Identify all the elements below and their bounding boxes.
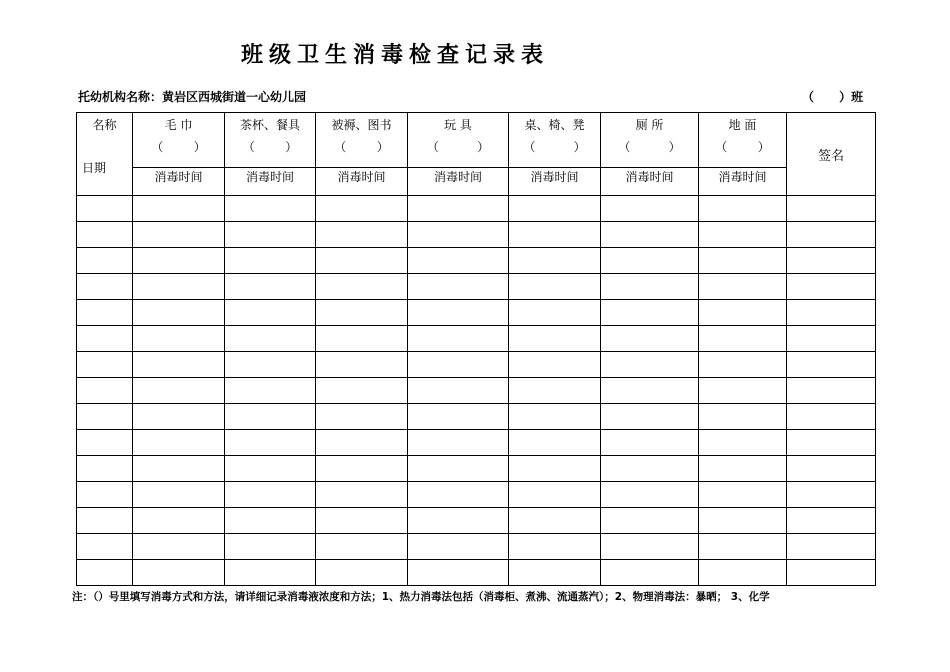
time-cell[interactable] [225, 352, 316, 378]
date-cell[interactable] [77, 404, 133, 430]
time-cell[interactable] [509, 222, 601, 248]
table-row [77, 352, 876, 378]
time-cell[interactable] [509, 482, 601, 508]
table-row [77, 430, 876, 456]
table-row [77, 482, 876, 508]
time-cell[interactable] [133, 248, 225, 274]
page-title: 班级卫生消毒检查记录表 [240, 43, 549, 68]
time-cell[interactable] [601, 404, 699, 430]
time-cell[interactable] [316, 534, 408, 560]
org-name: 托幼机构名称：黄岩区西城街道一心幼儿园 [78, 90, 307, 104]
time-cell[interactable] [225, 248, 316, 274]
signature-cell[interactable] [787, 248, 876, 274]
time-cell[interactable] [316, 248, 408, 274]
time-cell[interactable] [601, 456, 699, 482]
time-cell[interactable] [699, 456, 787, 482]
category-header-floor [699, 113, 787, 168]
time-cell[interactable] [225, 196, 316, 222]
signature-cell[interactable] [787, 300, 876, 326]
category-method-blank: （ ） [334, 140, 389, 154]
date-cell[interactable] [77, 248, 133, 274]
time-cell[interactable] [316, 430, 408, 456]
time-cell[interactable] [316, 300, 408, 326]
time-cell[interactable] [133, 508, 225, 534]
time-cell[interactable] [133, 560, 225, 586]
signature-cell[interactable] [787, 274, 876, 300]
time-cell[interactable] [133, 378, 225, 404]
time-cell[interactable] [509, 326, 601, 352]
subheader-time: 消毒时间 [699, 168, 787, 196]
signature-cell[interactable] [787, 378, 876, 404]
time-cell[interactable] [225, 534, 316, 560]
time-cell[interactable] [509, 352, 601, 378]
signature-cell[interactable] [787, 534, 876, 560]
time-cell[interactable] [699, 326, 787, 352]
time-cell[interactable] [408, 352, 509, 378]
signature-cell[interactable] [787, 196, 876, 222]
signature-cell[interactable] [787, 560, 876, 586]
time-cell[interactable] [225, 378, 316, 404]
category-name: 被褥、图书 [331, 118, 392, 132]
table-row [77, 456, 876, 482]
time-cell[interactable] [408, 430, 509, 456]
category-header-toilet [601, 113, 699, 168]
signature-cell[interactable] [787, 404, 876, 430]
time-cell[interactable] [316, 196, 408, 222]
time-cell[interactable] [133, 430, 225, 456]
category-header-toys [408, 113, 509, 168]
time-cell[interactable] [225, 274, 316, 300]
time-cell[interactable] [699, 534, 787, 560]
time-cell[interactable] [509, 560, 601, 586]
category-method-blank: （ ） [715, 140, 770, 154]
time-cell[interactable] [133, 326, 225, 352]
time-cell[interactable] [316, 378, 408, 404]
category-method-blank: （ ） [151, 140, 206, 154]
category-name: 毛 巾 [164, 118, 193, 132]
time-cell[interactable] [225, 222, 316, 248]
category-name: 地 面 [728, 118, 757, 132]
date-cell[interactable] [77, 534, 133, 560]
signature-header: 签名 [787, 113, 876, 196]
date-cell[interactable] [77, 274, 133, 300]
time-cell[interactable] [408, 404, 509, 430]
date-cell[interactable] [77, 378, 133, 404]
corner-name-label: 名称 [92, 118, 117, 132]
time-cell[interactable] [225, 404, 316, 430]
time-cell[interactable] [225, 456, 316, 482]
time-cell[interactable] [699, 508, 787, 534]
corner-header-cell [77, 113, 133, 196]
time-cell[interactable] [509, 430, 601, 456]
time-cell[interactable] [699, 274, 787, 300]
date-cell[interactable] [77, 560, 133, 586]
date-cell[interactable] [77, 300, 133, 326]
date-cell[interactable] [77, 482, 133, 508]
time-cell[interactable] [133, 456, 225, 482]
category-header-cups [225, 113, 316, 168]
time-cell[interactable] [316, 274, 408, 300]
time-cell[interactable] [509, 404, 601, 430]
table-row [77, 248, 876, 274]
signature-cell[interactable] [787, 482, 876, 508]
table-row [77, 300, 876, 326]
date-cell[interactable] [77, 196, 133, 222]
category-header-furniture [509, 113, 601, 168]
subheader-time: 消毒时间 [133, 168, 225, 196]
category-name: 桌、椅、凳 [524, 118, 585, 132]
category-method-blank: （ ） [618, 140, 681, 154]
time-cell[interactable] [408, 456, 509, 482]
date-cell[interactable] [77, 352, 133, 378]
time-cell[interactable] [699, 300, 787, 326]
time-cell[interactable] [225, 508, 316, 534]
time-cell[interactable] [133, 482, 225, 508]
date-cell[interactable] [77, 508, 133, 534]
time-cell[interactable] [133, 274, 225, 300]
signature-cell[interactable] [787, 508, 876, 534]
time-cell[interactable] [408, 378, 509, 404]
time-cell[interactable] [601, 352, 699, 378]
subheader-time: 消毒时间 [601, 168, 699, 196]
time-cell[interactable] [699, 378, 787, 404]
time-cell[interactable] [601, 196, 699, 222]
table-row [77, 326, 876, 352]
corner-date-label: 日期 [82, 161, 107, 175]
signature-cell[interactable] [787, 352, 876, 378]
time-cell[interactable] [133, 222, 225, 248]
time-cell[interactable] [316, 482, 408, 508]
time-cell[interactable] [699, 560, 787, 586]
date-cell[interactable] [77, 456, 133, 482]
table-row [77, 378, 876, 404]
subheader-time: 消毒时间 [316, 168, 408, 196]
category-header-bedding [316, 113, 408, 168]
time-cell[interactable] [601, 222, 699, 248]
time-cell[interactable] [601, 326, 699, 352]
table-row [77, 508, 876, 534]
time-cell[interactable] [133, 404, 225, 430]
time-cell[interactable] [225, 482, 316, 508]
time-cell[interactable] [408, 326, 509, 352]
time-cell[interactable] [601, 560, 699, 586]
category-method-blank: （ ） [242, 140, 298, 154]
time-cell[interactable] [509, 508, 601, 534]
table-row [77, 222, 876, 248]
category-method-blank: （ ） [426, 140, 490, 154]
table-row [77, 196, 876, 222]
time-cell[interactable] [699, 196, 787, 222]
time-cell[interactable] [601, 508, 699, 534]
time-cell[interactable] [133, 300, 225, 326]
time-cell[interactable] [133, 534, 225, 560]
date-cell[interactable] [77, 222, 133, 248]
time-cell[interactable] [699, 482, 787, 508]
time-cell[interactable] [316, 352, 408, 378]
signature-cell[interactable] [787, 456, 876, 482]
time-cell[interactable] [225, 326, 316, 352]
time-cell[interactable] [408, 274, 509, 300]
signature-cell[interactable] [787, 222, 876, 248]
time-cell[interactable] [509, 378, 601, 404]
subheader-time: 消毒时间 [509, 168, 601, 196]
time-cell[interactable] [509, 196, 601, 222]
time-cell[interactable] [699, 248, 787, 274]
time-cell[interactable] [408, 482, 509, 508]
time-cell[interactable] [316, 222, 408, 248]
time-cell[interactable] [408, 300, 509, 326]
category-name: 茶杯、餐具 [239, 118, 300, 132]
time-cell[interactable] [408, 508, 509, 534]
time-cell[interactable] [509, 300, 601, 326]
time-cell[interactable] [316, 456, 408, 482]
signature-cell[interactable] [787, 430, 876, 456]
date-cell[interactable] [77, 430, 133, 456]
time-cell[interactable] [509, 274, 601, 300]
time-cell[interactable] [133, 196, 225, 222]
time-cell[interactable] [699, 352, 787, 378]
time-cell[interactable] [699, 222, 787, 248]
time-cell[interactable] [316, 508, 408, 534]
time-cell[interactable] [225, 300, 316, 326]
time-cell[interactable] [509, 456, 601, 482]
signature-cell[interactable] [787, 326, 876, 352]
time-cell[interactable] [509, 248, 601, 274]
time-cell[interactable] [601, 300, 699, 326]
time-cell[interactable] [601, 378, 699, 404]
time-cell[interactable] [225, 430, 316, 456]
time-cell[interactable] [408, 196, 509, 222]
table-row [77, 404, 876, 430]
time-cell[interactable] [316, 404, 408, 430]
table-row [77, 274, 876, 300]
time-cell[interactable] [408, 248, 509, 274]
category-name: 玩 具 [444, 118, 472, 132]
time-cell[interactable] [408, 534, 509, 560]
subheader-time: 消毒时间 [408, 168, 509, 196]
time-cell[interactable] [601, 430, 699, 456]
category-header-towel [133, 113, 225, 168]
time-cell[interactable] [601, 248, 699, 274]
time-cell[interactable] [225, 560, 316, 586]
time-cell[interactable] [601, 534, 699, 560]
time-cell[interactable] [316, 560, 408, 586]
time-cell[interactable] [699, 404, 787, 430]
time-cell[interactable] [509, 534, 601, 560]
time-cell[interactable] [316, 326, 408, 352]
time-cell[interactable] [601, 274, 699, 300]
time-cell[interactable] [699, 430, 787, 456]
category-name: 厕 所 [635, 118, 664, 132]
table-row [77, 560, 876, 586]
time-cell[interactable] [133, 352, 225, 378]
date-cell[interactable] [77, 326, 133, 352]
footnote: 注：（）号里填写消毒方式和方法，请详细记录消毒液浓度和方法；1、热力消毒法包括（消毒柜、煮沸、流通蒸汽）；2、物理消毒法：暴晒； 3、化学 [72, 591, 770, 603]
time-cell[interactable] [601, 482, 699, 508]
table-row [77, 534, 876, 560]
category-method-blank: （ ） [523, 140, 586, 154]
time-cell[interactable] [408, 222, 509, 248]
disinfection-table [76, 112, 876, 586]
class-label: （ ）班 [802, 90, 864, 104]
subheader-time: 消毒时间 [225, 168, 316, 196]
time-cell[interactable] [408, 560, 509, 586]
